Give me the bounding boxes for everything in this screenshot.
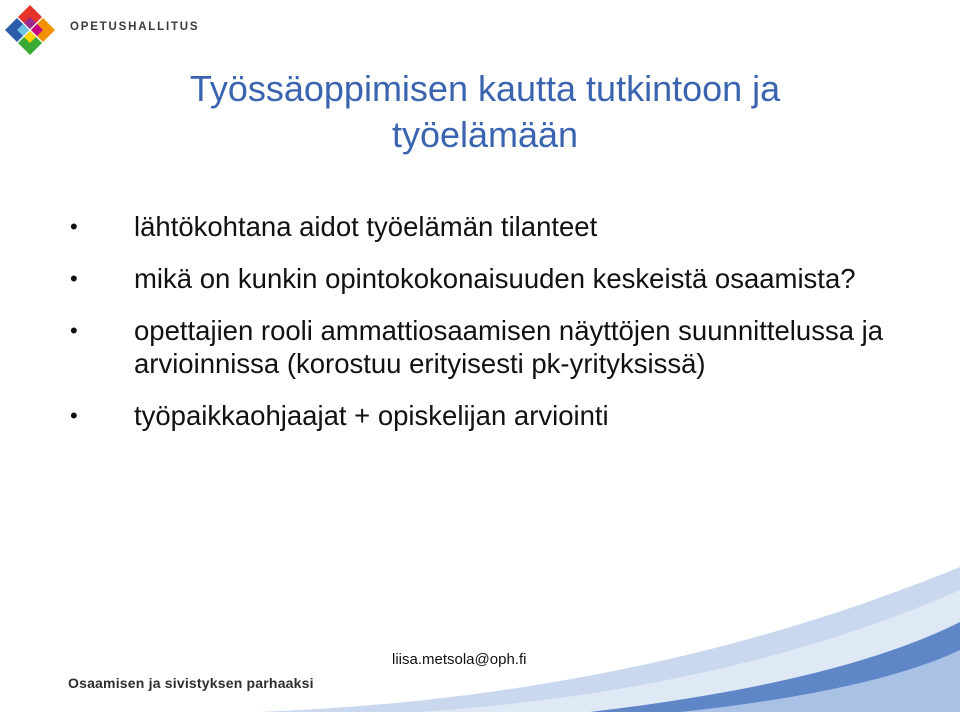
slide-title: Työssäoppimisen kautta tutkintoon ja työelämään (189, 68, 781, 155)
bullet-marker: • (70, 318, 78, 343)
opetushallitus-logo-icon (2, 2, 58, 58)
footer-email: liisa.metsola@oph.fi (392, 651, 527, 668)
bullet-text: työpaikkaohjaajat + opiskelijan arviointi (134, 400, 609, 431)
bullet-marker: • (70, 266, 78, 291)
footer-wave-decoration (260, 562, 960, 712)
bullet-text: lähtökohtana aidot työelämän tilanteet (134, 211, 598, 242)
bullet-marker: • (70, 403, 78, 428)
bullet-item (64, 262, 904, 295)
organization-name: OPETUSHALLITUS (70, 21, 200, 33)
bullet-text: opettajien rooli ammattiosaamisen näyttöjen suunnittelussa ja arvioinnissa (korostuu erityisesti pk-yrityksissä) (134, 315, 884, 379)
footer-slogan: Osaamisen ja sivistyksen parhaaksi (68, 675, 314, 691)
bullet-list (64, 210, 904, 451)
bullet-marker: • (70, 214, 78, 239)
bullet-text: mikä on kunkin opintokokonaisuuden keskeistä osaamista? (134, 263, 856, 294)
bullet-item (64, 399, 904, 432)
bullet-item (64, 210, 904, 243)
bullet-item (64, 314, 904, 380)
